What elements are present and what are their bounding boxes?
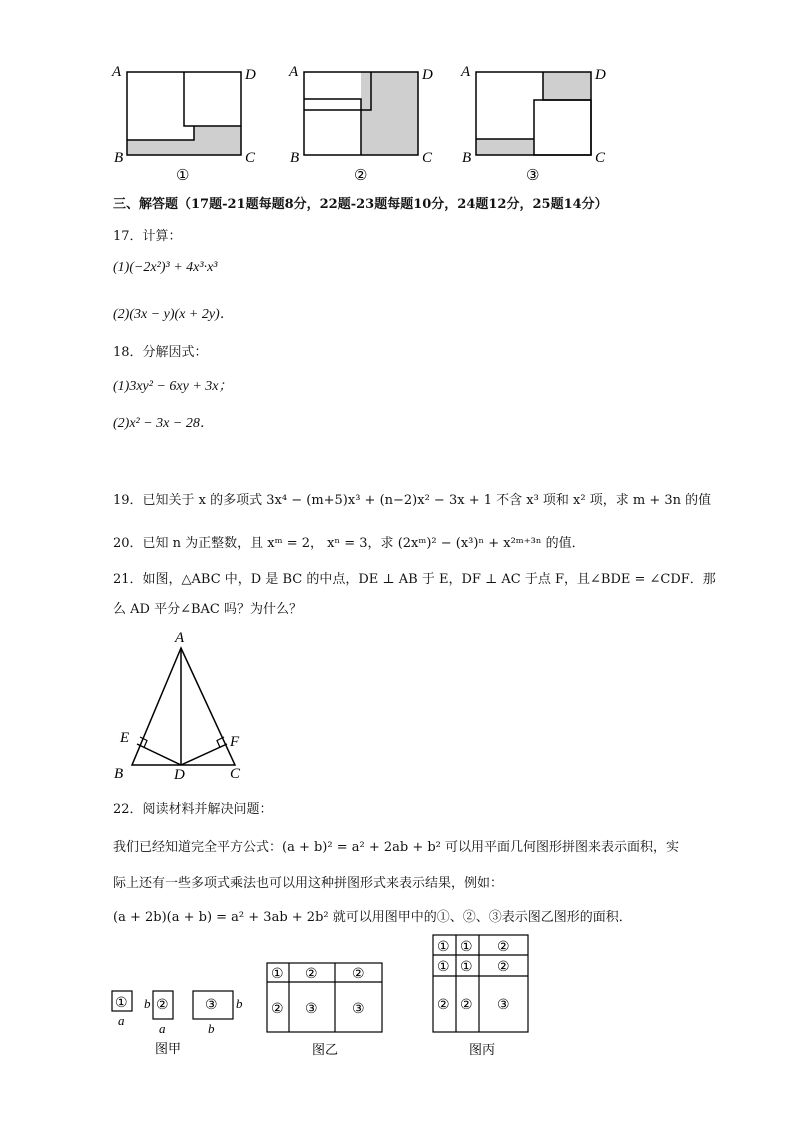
tri-label-f: F: [230, 734, 240, 750]
bing-cell-r3c2: ②: [460, 998, 473, 1013]
q21-line2: 么 AD 平分∠BAC 吗？为什么？: [113, 602, 302, 617]
fig1-label-d: D: [245, 67, 256, 83]
tri-label-a: A: [175, 630, 185, 646]
jia-tile-2: ②: [156, 998, 169, 1013]
fig2-label-a: A: [289, 64, 299, 80]
jia-caption: 图甲: [155, 1041, 182, 1056]
fig3-caption: ③: [526, 168, 540, 184]
figure-jia: [105, 982, 255, 1062]
yi-cell-r1c2: ②: [305, 967, 318, 982]
fig1-label-a: A: [112, 64, 122, 80]
fig3-label-d: D: [595, 67, 606, 83]
fig1-caption: ①: [176, 168, 190, 184]
fig1-label-c: C: [245, 150, 256, 166]
fig2-caption: ②: [354, 168, 368, 184]
jia-tile-2-side-a: a: [159, 1021, 166, 1036]
fig2-label-c: C: [422, 150, 433, 166]
section-heading: 三、解答题（17题-21题每题8分，22题-23题每题10分，24题12分，25题14分）: [113, 197, 608, 212]
tri-label-e: E: [120, 730, 130, 746]
yi-cell-r1c1: ①: [271, 967, 284, 982]
yi-cell-r1c3: ②: [352, 967, 365, 982]
fig3-label-b: B: [462, 150, 472, 166]
fig2-label-d: D: [422, 67, 433, 83]
q20-text: 20．已知 n 为正整数，且 xᵐ = 2， xⁿ = 3，求 (2xᵐ)² − (x³)ⁿ + x²ᵐ⁺³ⁿ 的值．: [113, 536, 585, 551]
figure-3: [460, 64, 606, 184]
bing-cell-r1c2: ①: [460, 940, 473, 955]
jia-tile-3-side-b-right: b: [236, 996, 243, 1011]
jia-tile-3: ③: [205, 998, 218, 1013]
figure-2: [288, 64, 433, 184]
q17-part2: (2)(3x − y)(x + 2y)．: [113, 307, 234, 322]
bing-caption: 图丙: [469, 1042, 496, 1057]
q17-part1: (1)(−2x²)³ + 4x³·x³: [113, 260, 218, 275]
fig3-label-c: C: [595, 150, 606, 166]
q22-line2: 际上还有一些多项式乘法也可以用这种拼图形式来表示结果，例如：: [113, 876, 504, 891]
yi-cell-r2c2: ③: [305, 1002, 318, 1017]
jia-tile-3-side-b-bottom: b: [208, 1021, 215, 1036]
figure-yi: [262, 958, 392, 1062]
triangle-figure: [110, 625, 260, 785]
bing-cell-r3c1: ②: [437, 998, 450, 1013]
q18-title: 18．分解因式：: [113, 345, 208, 360]
q18-part2: (2)x² − 3x − 28．: [113, 416, 214, 431]
tri-label-c: C: [230, 766, 241, 782]
jia-tile-1: ①: [115, 996, 128, 1011]
yi-cell-r2c1: ②: [271, 1002, 284, 1017]
bing-cell-r3c3: ③: [497, 998, 510, 1013]
bing-cell-r2c2: ①: [460, 960, 473, 975]
yi-cell-r2c3: ③: [352, 1002, 365, 1017]
fig2-label-b: B: [290, 150, 300, 166]
jia-tile-1-side-a: a: [118, 1013, 125, 1028]
bing-cell-r2c3: ②: [497, 960, 510, 975]
q22-line1: 我们已经知道完全平方公式：(a + b)² = a² + 2ab + b² 可以用平面几何图形拼图来表示面积，实: [113, 840, 680, 855]
q22-line3: (a + 2b)(a + b) = a² + 3ab + 2b² 就可以用图甲中的①、②、③表示图乙图形的面积．: [113, 910, 632, 925]
q22-title: 22．阅读材料并解决问题：: [113, 802, 273, 817]
bing-cell-r1c1: ①: [437, 940, 450, 955]
figure-1: [111, 64, 256, 184]
fig3-label-a: A: [461, 64, 471, 80]
q18-part1: (1)3xy² − 6xy + 3x；: [113, 379, 233, 394]
jia-tile-2-side-b: b: [144, 996, 151, 1011]
bing-cell-r2c1: ①: [437, 960, 450, 975]
yi-caption: 图乙: [312, 1042, 339, 1057]
bing-cell-r1c3: ②: [497, 940, 510, 955]
top-rectangle-figures: [100, 58, 640, 188]
q19-text: 19．已知关于 x 的多项式 3x⁴ − (m+5)x³ + (n−2)x² − 3x + 1 不含 x³ 项和 x² 项，求 m + 3n 的值: [113, 493, 712, 508]
tri-label-d: D: [174, 767, 185, 783]
fig1-label-b: B: [114, 150, 124, 166]
tri-label-b: B: [114, 766, 124, 782]
q17-title: 17．计算：: [113, 229, 182, 244]
figure-bing: [428, 930, 538, 1062]
q21-line1: 21．如图，△ABC 中，D 是 BC 的中点，DE ⊥ AB 于 E，DF ⊥ AC 于点 F，且∠BDE = ∠CDF．那: [113, 572, 716, 587]
